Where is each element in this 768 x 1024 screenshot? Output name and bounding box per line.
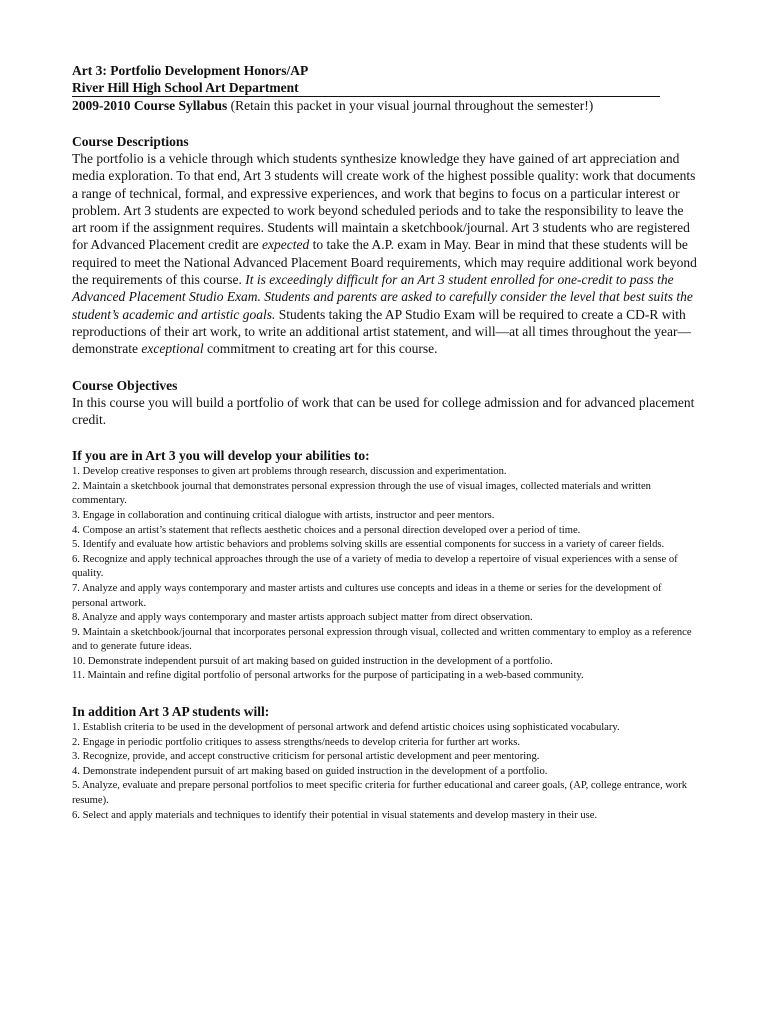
list-item: 6. Select and apply materials and techniques to identify their potential in visual statements and develop mastery in their use. bbox=[72, 809, 598, 821]
list-item: 2. Engage in periodic portfolio critiques to assess strengths/needs to develop criteria for further art works. bbox=[72, 736, 521, 748]
course-descriptions-title: Course Descriptions bbox=[72, 134, 189, 149]
syllabus-line bbox=[72, 97, 700, 114]
descriptions-text-3: Students taking the AP Studio Exam will be required to create a CD-R with reproductions of their art work, to write an additional artist statement, and will—at all times throughout the year—demonstrate bbox=[72, 306, 691, 357]
ap-students-heading: In addition Art 3 AP students will: bbox=[72, 704, 270, 720]
list-item: 3. Engage in collaboration and continuing critical dialogue with artists, instructor and peer mentors. bbox=[72, 509, 495, 521]
list-item: 6. Recognize and apply technical approaches through the use of a variety of media to develop a repertoire of visual experiences with a sense of quality. bbox=[72, 553, 678, 580]
art3-abilities-list bbox=[72, 465, 700, 684]
list-item: 3. Recognize, provide, and accept constructive criticism for personal artistic development and peer mentoring. bbox=[72, 751, 540, 763]
ap-students-list bbox=[72, 721, 700, 823]
list-item: 2. Maintain a sketchbook journal that demonstrates personal expression through the use of visual images, collected materials and written commentary. bbox=[72, 480, 651, 507]
list-item: 5. Analyze, evaluate and prepare personal portfolios to meet specific criteria for further educational and career goals, (AP, college entrance, work resume). bbox=[72, 780, 688, 807]
list-item: 11. Maintain and refine digital portfolio of personal artworks for the purpose of participating in a web-based community. bbox=[72, 670, 584, 682]
course-objectives-title: Course Objectives bbox=[72, 377, 178, 393]
list-item: 9. Maintain a sketchbook/journal that incorporates personal expression through visual, collected and written commentary to employ as a reference and to generate future ideas. bbox=[72, 626, 692, 653]
syllabus-note: (Retain this packet in your visual journal throughout the semester!) bbox=[227, 98, 594, 113]
syllabus-page bbox=[72, 62, 700, 823]
descriptions-text-2: to take the A.P. exam in May. Bear in mind that these students will be required to meet the National Advanced Placement Board requirements, which may require additional work beyond the requirements of this course. bbox=[72, 237, 697, 288]
list-item: 4. Compose an artist’s statement that reflects aesthetic choices and a personal direction developed over a period of time. bbox=[72, 524, 581, 536]
list-item: 7. Analyze and apply ways contemporary and master artists and cultures use concepts and ideas in a theme or series for the development of personal artwork. bbox=[72, 582, 662, 609]
descriptions-exceptional: exceptional bbox=[141, 341, 204, 357]
list-item: 8. Analyze and apply ways contemporary and master artists approach subject matter from direct observation. bbox=[72, 612, 533, 624]
syllabus-year: 2009-2010 Course Syllabus bbox=[72, 98, 228, 113]
list-item: 5. Identify and evaluate how artistic behaviors and problems solving skills are essential components for success in a variety of career fields. bbox=[72, 539, 665, 551]
course-objectives-text: In this course you will build a portfolio of work that can be used for college admission and for advanced placement credit. bbox=[72, 394, 695, 427]
list-item: 1. Develop creative responses to given art problems through research, discussion and experimentation. bbox=[72, 466, 507, 478]
list-item: 10. Demonstrate independent pursuit of art making based on guided instruction in the development of a portfolio. bbox=[72, 655, 553, 667]
department-line-rule bbox=[72, 79, 660, 97]
descriptions-expected: expected bbox=[262, 237, 310, 253]
list-item: 4. Demonstrate independent pursuit of art making based on guided instruction in the development of a portfolio. bbox=[72, 765, 548, 777]
course-title: Art 3: Portfolio Development Honors/AP bbox=[72, 63, 309, 78]
list-item: 1. Establish criteria to be used in the development of personal artwork and defend artistic choices using sophisticated vocabulary. bbox=[72, 722, 620, 734]
descriptions-italic-note: It is exceedingly difficult for an Art 3 student enrolled for one-credit to pass the Advanced Placement Studio Exam. Students and parents are asked to carefully consider the level that best suits the student’s academic and artistic goals. bbox=[72, 272, 693, 322]
department-name: River Hill High School Art Department bbox=[72, 80, 299, 95]
descriptions-text-1: The portfolio is a vehicle through which students synthesize knowledge they have gained of art appreciation and media exploration. To that end, Art 3 students will create work of the highest possible quality: work that documents a range of technical, formal, and expressive experiences, and work that begins to focus on a particular interest or problem. Art 3 students are expected to work beyond scheduled periods and to take the responsibility to leave the art room if the assignment requires. Students will maintain a sketchbook/journal. Art 3 students who are registered for Advanced Placement credit are bbox=[72, 151, 696, 253]
course-descriptions-paragraph bbox=[72, 150, 700, 358]
art3-abilities-heading: If you are in Art 3 you will develop your abilities to: bbox=[72, 448, 370, 464]
descriptions-text-4: commitment to creating art for this course. bbox=[203, 341, 438, 357]
